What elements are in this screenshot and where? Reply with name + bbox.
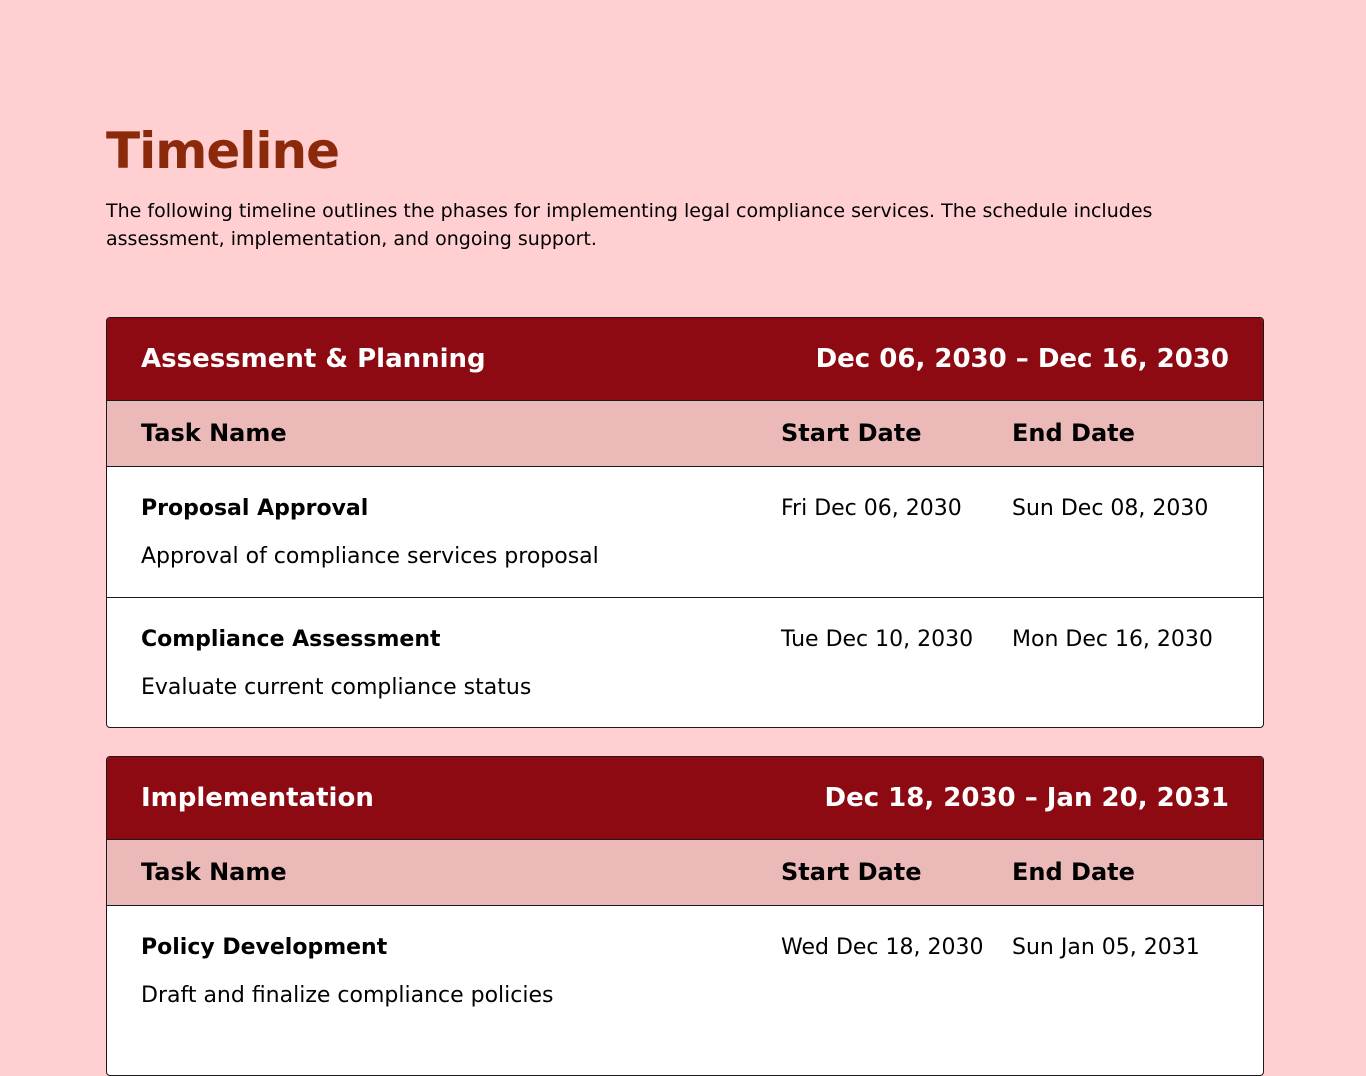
task-description: Draft and finalize compliance policies <box>141 983 554 1008</box>
table-row <box>107 598 1263 728</box>
task-start-date: Wed Dec 18, 2030 <box>781 935 984 960</box>
table-row <box>107 906 1263 1037</box>
task-start-date: Fri Dec 06, 2030 <box>781 496 962 521</box>
phase-card-assessment <box>106 317 1264 728</box>
column-header-start-date: Start Date <box>781 858 922 886</box>
phase-name: Assessment & Planning <box>141 344 486 374</box>
column-header-end-date: End Date <box>1012 858 1135 886</box>
table-header <box>107 401 1263 467</box>
task-name: Proposal Approval <box>141 496 369 521</box>
task-end-date: Mon Dec 16, 2030 <box>1012 627 1213 652</box>
phase-header <box>107 318 1263 401</box>
column-header-task-name: Task Name <box>141 858 287 886</box>
column-header-end-date: End Date <box>1012 419 1135 447</box>
task-end-date: Sun Dec 08, 2030 <box>1012 496 1209 521</box>
phase-name: Implementation <box>141 783 374 813</box>
phase-header <box>107 757 1263 840</box>
task-end-date: Sun Jan 05, 2031 <box>1012 935 1200 960</box>
task-description: Evaluate current compliance status <box>141 675 532 700</box>
page-title: Timeline <box>106 122 340 180</box>
task-name: Compliance Assessment <box>141 627 441 652</box>
column-header-task-name: Task Name <box>141 419 287 447</box>
table-header <box>107 840 1263 906</box>
phase-date-range: Dec 06, 2030 – Dec 16, 2030 <box>815 344 1229 374</box>
phase-date-range: Dec 18, 2030 – Jan 20, 2031 <box>824 783 1229 813</box>
phase-card-implementation <box>106 756 1264 1076</box>
column-header-start-date: Start Date <box>781 419 922 447</box>
task-start-date: Tue Dec 10, 2030 <box>781 627 974 652</box>
task-description: Approval of compliance services proposal <box>141 544 599 569</box>
task-name: Policy Development <box>141 935 388 960</box>
intro-text: The following timeline outlines the phases for implementing legal compliance services. The schedule includes assessment, implementation, and ongoing support. <box>106 200 1153 250</box>
table-row <box>107 467 1263 598</box>
